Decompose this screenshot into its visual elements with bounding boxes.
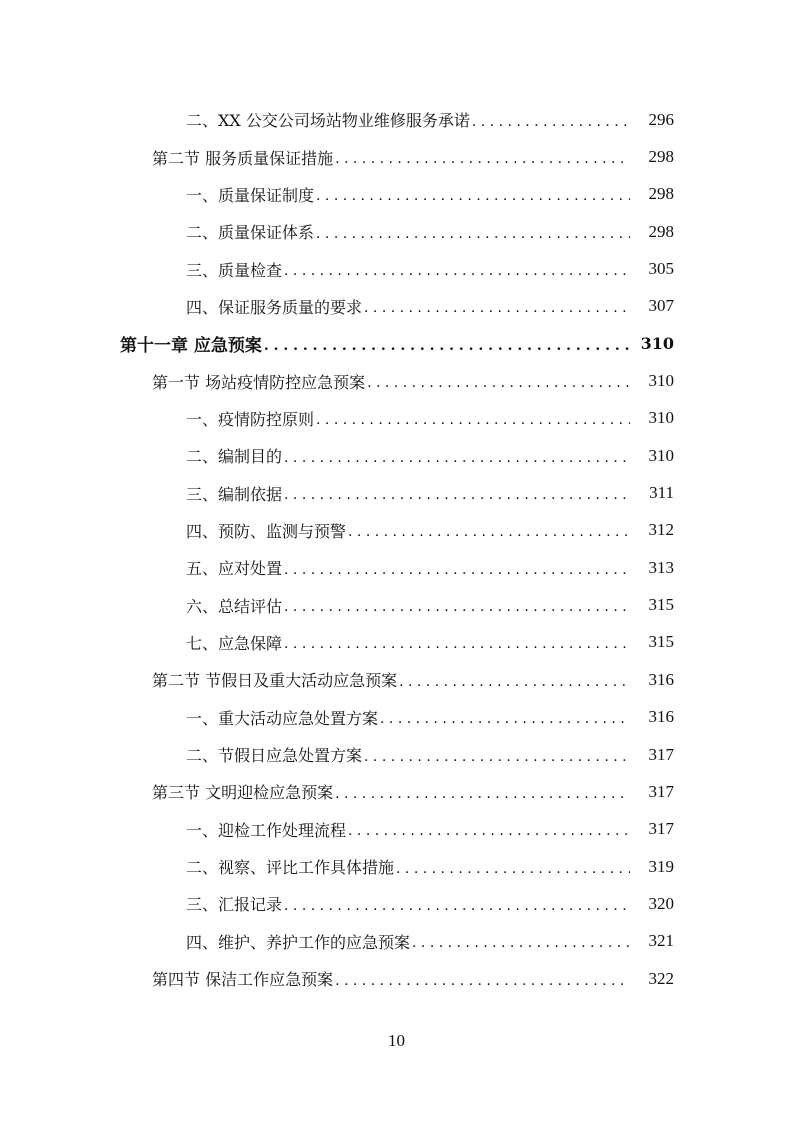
toc-entry-page: 317: [648, 744, 674, 764]
toc-entry-page: 315: [648, 632, 674, 652]
toc-dot-leader: [396, 861, 630, 877]
toc-entry-page: 298: [648, 221, 674, 241]
toc-entry-title: 一、疫情防控原则: [186, 409, 315, 429]
toc-entry-title: 五、应对处置: [186, 559, 283, 579]
toc-dot-leader: [284, 898, 630, 914]
toc-entry-item[interactable]: [0, 437, 793, 474]
toc-dot-leader: [364, 749, 630, 765]
toc-entry-item[interactable]: [0, 848, 793, 885]
toc-entry-title: 三、编制依据: [186, 484, 283, 504]
toc-dot-leader: [316, 412, 630, 428]
toc-entry-page: 305: [648, 259, 674, 279]
toc-entry-section[interactable]: [0, 362, 793, 399]
toc-dot-leader: [284, 636, 630, 652]
toc-entry-page: 310: [648, 445, 674, 465]
toc-dot-leader: [316, 188, 630, 204]
toc-entry-item[interactable]: [0, 512, 793, 549]
toc-entry-item[interactable]: [0, 250, 793, 287]
toc-entry-title: 第十一章 应急预案: [120, 336, 262, 357]
toc-entry-page: 321: [648, 931, 674, 951]
toc-entry-page: 311: [649, 483, 674, 503]
toc-entry-title: 第二节 服务质量保证措施: [152, 148, 334, 168]
toc-entry-title: 二、编制目的: [186, 447, 283, 467]
toc-entry-title: 六、总结评估: [186, 596, 283, 616]
toc-entry-page: 315: [648, 595, 674, 615]
toc-entry-title: 四、保证服务质量的要求: [186, 297, 363, 317]
toc-dot-leader: [335, 786, 630, 802]
toc-entry-page: 310: [648, 408, 674, 428]
toc-entry-item[interactable]: [0, 736, 793, 773]
toc-entry-title: 第二节 节假日及重大活动应急预案: [152, 671, 398, 691]
toc-entry-page: 316: [648, 669, 674, 689]
toc-dot-leader: [284, 599, 630, 615]
toc-entry-item[interactable]: [0, 474, 793, 511]
toc-dot-leader: [316, 226, 630, 242]
toc-entry-page: 317: [648, 781, 674, 801]
toc-entry-title: 二、质量保证体系: [186, 223, 315, 243]
toc-dot-leader: [284, 487, 630, 503]
toc-entry-item[interactable]: [0, 288, 793, 325]
toc-entry-page: 322: [648, 968, 674, 988]
toc-entry-title: 七、应急保障: [186, 633, 283, 653]
toc-entry-page: 316: [648, 707, 674, 727]
toc-entry-title: 四、预防、监测与预警: [186, 521, 347, 541]
toc-entry-title: 二、XX 公交公司场站物业维修服务承诺: [186, 111, 470, 131]
toc-entry-title: 第一节 场站疫情防控应急预案: [152, 372, 366, 392]
toc-entry-item[interactable]: [0, 811, 793, 848]
toc-entry-page: 298: [648, 147, 674, 167]
toc-entry-page: 319: [648, 856, 674, 876]
toc-entry-title: 三、质量检查: [186, 260, 283, 280]
toc-entry-item[interactable]: [0, 923, 793, 960]
toc-entry-title: 二、视察、评比工作具体措施: [186, 858, 395, 878]
toc-entry-item[interactable]: [0, 176, 793, 213]
toc-dot-leader: [348, 823, 630, 839]
toc-entry-title: 四、维护、养护工作的应急预案: [186, 932, 411, 952]
toc-dot-leader: [284, 263, 630, 279]
toc-dot-leader: [264, 338, 630, 354]
toc-entry-section[interactable]: [0, 773, 793, 810]
toc-entry-page: 296: [648, 109, 674, 129]
toc-entry-item[interactable]: [0, 400, 793, 437]
toc-entry-item[interactable]: [0, 586, 793, 623]
toc-dot-leader: [380, 711, 630, 727]
toc-entry-item[interactable]: [0, 213, 793, 250]
toc-entry-chapter[interactable]: [0, 325, 793, 362]
toc-dot-leader: [367, 375, 630, 391]
toc-entry-page: 312: [648, 520, 674, 540]
toc-entry-title: 第三节 文明迎检应急预案: [152, 783, 334, 803]
toc-entry-page: 307: [648, 296, 674, 316]
toc-entry-item[interactable]: [0, 549, 793, 586]
toc-entry-section[interactable]: [0, 960, 793, 997]
toc-entry-title: 一、重大活动应急处置方案: [186, 708, 379, 728]
toc-dot-leader: [399, 674, 630, 690]
toc-entry-page: 317: [648, 819, 674, 839]
toc-entry-title: 第四节 保洁工作应急预案: [152, 970, 334, 990]
toc-dot-leader: [412, 935, 630, 951]
toc-dot-leader: [348, 524, 630, 540]
toc-entry-page: 298: [648, 184, 674, 204]
toc-entry-page: 310: [648, 371, 674, 391]
toc-entry-item[interactable]: [0, 101, 793, 138]
toc-entry-page: 320: [648, 893, 674, 913]
toc-entry-page: 313: [648, 557, 674, 577]
page-number: 10: [388, 1031, 405, 1050]
toc-entry-item[interactable]: [0, 624, 793, 661]
toc-dot-leader: [335, 151, 630, 167]
toc-dot-leader: [335, 973, 630, 989]
toc-dot-leader: [284, 450, 630, 466]
toc-dot-leader: [364, 300, 630, 316]
toc-entry-title: 一、质量保证制度: [186, 185, 315, 205]
toc-dot-leader: [472, 114, 630, 130]
toc-entry-title: 二、节假日应急处置方案: [186, 746, 363, 766]
toc-entry-item[interactable]: [0, 699, 793, 736]
toc-entry-section[interactable]: [0, 661, 793, 698]
toc-entry-page: 310: [640, 334, 674, 354]
toc-entry-section[interactable]: [0, 138, 793, 175]
table-of-contents: [0, 101, 793, 997]
toc-entry-title: 一、迎检工作处理流程: [186, 820, 347, 840]
toc-dot-leader: [284, 562, 630, 578]
toc-entry-title: 三、汇报记录: [186, 895, 283, 915]
toc-entry-item[interactable]: [0, 885, 793, 922]
